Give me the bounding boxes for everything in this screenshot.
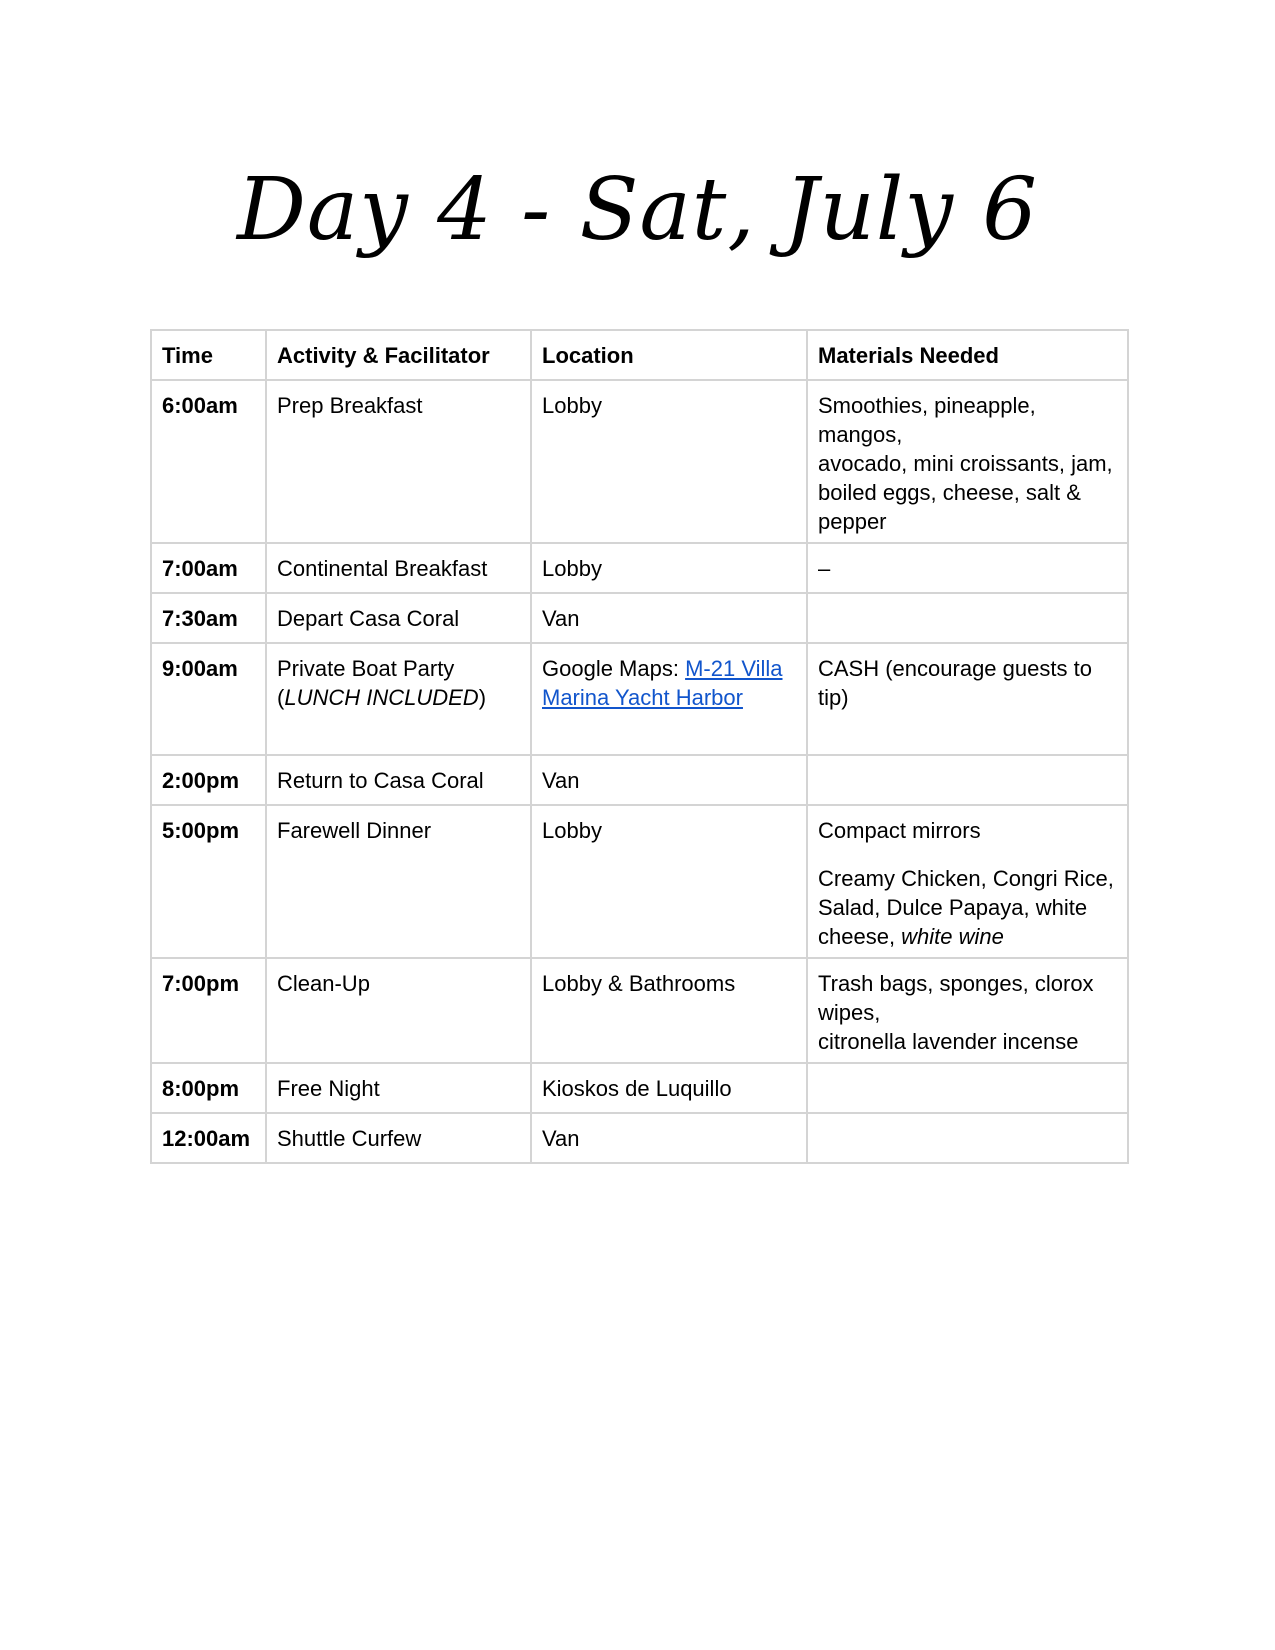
materials-line: CASH (encourage guests to tip) bbox=[818, 656, 1092, 710]
materials-line: boiled eggs, cheese, salt & pepper bbox=[818, 480, 1081, 534]
table-row bbox=[151, 543, 1128, 593]
materials-line: Smoothies, pineapple, mangos, bbox=[818, 393, 1036, 447]
row-activity: Farewell Dinner bbox=[266, 805, 531, 958]
row-activity: Free Night bbox=[266, 1063, 531, 1113]
activity-note: LUNCH INCLUDED bbox=[284, 685, 479, 710]
header-activity: Activity & Facilitator bbox=[266, 330, 531, 380]
table-row bbox=[151, 958, 1128, 1063]
table-row bbox=[151, 380, 1128, 543]
table-row bbox=[151, 593, 1128, 643]
materials-text: cheese, bbox=[818, 924, 902, 949]
table-row bbox=[151, 1113, 1128, 1163]
row-activity: Depart Casa Coral bbox=[266, 593, 531, 643]
row-materials bbox=[807, 543, 1128, 593]
row-activity bbox=[266, 643, 531, 755]
row-activity: Shuttle Curfew bbox=[266, 1113, 531, 1163]
row-materials bbox=[807, 1063, 1128, 1113]
row-activity: Return to Casa Coral bbox=[266, 755, 531, 805]
location-prefix: Google Maps: bbox=[542, 656, 686, 681]
row-materials bbox=[807, 380, 1128, 543]
table-row bbox=[151, 643, 1128, 755]
row-activity: Continental Breakfast bbox=[266, 543, 531, 593]
row-time: 6:00am bbox=[151, 380, 266, 543]
row-activity: Prep Breakfast bbox=[266, 380, 531, 543]
header-location: Location bbox=[531, 330, 807, 380]
header-time: Time bbox=[151, 330, 266, 380]
materials-line: – bbox=[818, 556, 831, 581]
materials-line: Trash bags, sponges, clorox wipes, bbox=[818, 971, 1094, 1025]
table-row bbox=[151, 805, 1128, 958]
row-activity: Clean-Up bbox=[266, 958, 531, 1063]
row-time: 12:00am bbox=[151, 1113, 266, 1163]
materials-line: Compact mirrors bbox=[818, 818, 981, 843]
row-time: 8:00pm bbox=[151, 1063, 266, 1113]
row-location: Lobby & Bathrooms bbox=[531, 958, 807, 1063]
row-time: 9:00am bbox=[151, 643, 266, 755]
row-location: Van bbox=[531, 593, 807, 643]
materials-line: Salad, Dulce Papaya, white bbox=[818, 895, 1088, 920]
materials-line: citronella lavender incense bbox=[818, 1029, 1079, 1054]
activity-label: Private Boat Party bbox=[277, 656, 455, 681]
row-time: 7:00am bbox=[151, 543, 266, 593]
map-link[interactable]: M-21 Villa Marina Yacht Harbor bbox=[542, 656, 783, 710]
row-materials bbox=[807, 755, 1128, 805]
row-time: 2:00pm bbox=[151, 755, 266, 805]
row-location: Lobby bbox=[531, 543, 807, 593]
row-location bbox=[531, 643, 807, 755]
row-materials bbox=[807, 593, 1128, 643]
activity-note-close: ) bbox=[478, 685, 487, 710]
header-materials: Materials Needed bbox=[807, 330, 1128, 380]
table-row bbox=[151, 1063, 1128, 1113]
row-materials bbox=[807, 958, 1128, 1063]
row-location: Kioskos de Luquillo bbox=[531, 1063, 807, 1113]
row-location: Lobby bbox=[531, 805, 807, 958]
page-title: Day 4 - Sat, July 6 bbox=[236, 160, 1039, 260]
table-header-row bbox=[151, 330, 1128, 380]
materials-italic-text: white wine bbox=[901, 924, 1004, 949]
materials-line: Creamy Chicken, Congri Rice, bbox=[818, 866, 1114, 891]
table-row bbox=[151, 755, 1128, 805]
materials-line bbox=[818, 922, 1117, 951]
materials-line: avocado, mini croissants, jam, bbox=[818, 451, 1113, 476]
schedule-table bbox=[150, 329, 1129, 1164]
row-location: Van bbox=[531, 755, 807, 805]
materials-spacer bbox=[818, 845, 1117, 864]
row-location: Lobby bbox=[531, 380, 807, 543]
activity-note-open: ( bbox=[277, 685, 285, 710]
row-time: 7:30am bbox=[151, 593, 266, 643]
row-materials bbox=[807, 805, 1128, 958]
row-materials bbox=[807, 1113, 1128, 1163]
row-time: 5:00pm bbox=[151, 805, 266, 958]
row-time: 7:00pm bbox=[151, 958, 266, 1063]
row-location: Van bbox=[531, 1113, 807, 1163]
row-materials bbox=[807, 643, 1128, 755]
